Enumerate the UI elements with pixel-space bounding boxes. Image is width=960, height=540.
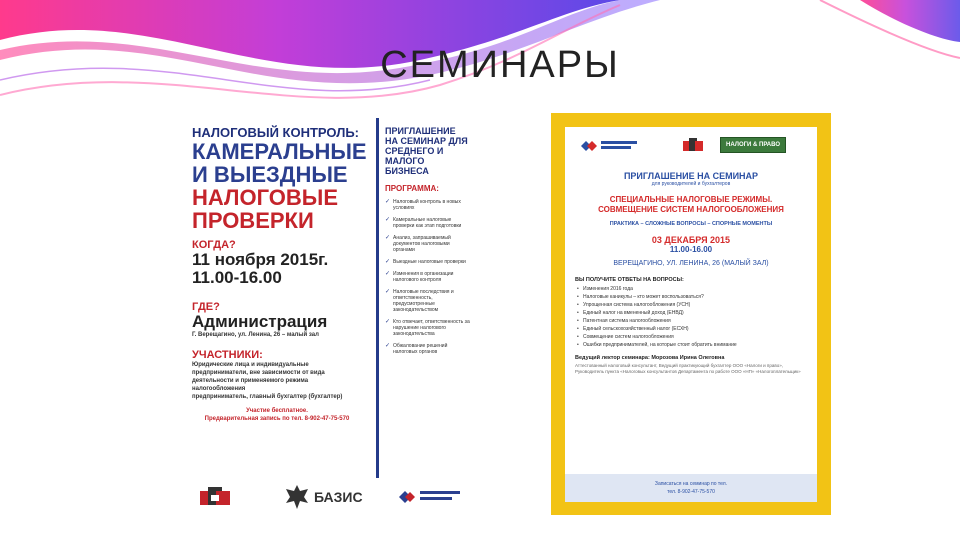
business-center-logo-icon (397, 489, 417, 505)
poster1-line5: ПРОВЕРКИ (192, 208, 314, 233)
poster2-title2: СОВМЕЩЕНИЕ СИСТЕМ НАЛОГООБЛОЖЕНИЯ (598, 205, 784, 214)
poster1-date: 11 ноября 2015г. (192, 250, 329, 269)
business-center-logo-icon (579, 139, 599, 153)
question-item: • Единый налог на вмененный доход (ЕНВД) (577, 309, 817, 317)
poster1-line3: И ВЫЕЗДНЫЕ (192, 162, 348, 187)
poster-special-tax (551, 113, 831, 515)
poster1-invite: ПРИГЛАШЕНИЕ НА СЕМИНАР ДЛЯ СРЕДНЕГО И МАЛОГО БИЗНЕСА (385, 126, 468, 176)
poster1-left-column (192, 125, 367, 423)
program-item: ✓ Налоговый контроль в новых условиях (385, 199, 470, 211)
poster1-right-column (385, 126, 470, 355)
poster2-questions-label: ВЫ ПОЛУЧИТЕ ОТВЕТЫ НА ВОПРОСЫ: (575, 277, 684, 283)
program-item: ✓ Кто отвечает, ответственность за нарушение налогового законодательства (385, 319, 470, 337)
poster2-footer-line2: тел. 8-902-47-75-570 (667, 489, 715, 495)
poster2-date: 03 ДЕКАБРЯ 2015 (651, 235, 731, 245)
poster1-program-label: ПРОГРАММА: (385, 184, 439, 193)
program-item: ✓ Выездные налоговые проверки (385, 259, 470, 265)
poster2-practice: ПРАКТИКА – СЛОЖНЫЕ ВОПРОСЫ – СПОРНЫЕ МОМЕНТЫ (609, 221, 773, 227)
poster1-line4: НАЛОГОВЫЕ (192, 185, 338, 210)
business-center-logo-text2 (420, 497, 452, 500)
poster1-divider (376, 118, 379, 478)
question-item: • Упрощенная система налогообложения (УСН) (577, 301, 817, 309)
poster-tax-control (172, 118, 472, 518)
poster1-free: Участие бесплатное. (246, 408, 308, 414)
poster1-when-label: КОГДА? (192, 239, 236, 251)
program-item: ✓ Налоговые последствия и ответственность, предусмотренные законодательством (385, 289, 470, 313)
poster2-logos (565, 127, 817, 161)
logo-line (601, 141, 637, 144)
question-item: • Единый сельскохозяйственный налог (ЕСХН) (577, 325, 817, 333)
question-item: • Совмещение систем налогообложения (577, 333, 817, 341)
question-item: • Изменения 2016 года (577, 285, 817, 293)
program-item: ✓ Камеральные налоговые проверки как этап подготовки (385, 217, 470, 229)
poster1-place: Администрация (192, 312, 328, 331)
business-center-logo-text (420, 491, 460, 494)
program-item: ✓ Изменения в организации налогового контроля (385, 271, 470, 283)
poster2-header: ПРИГЛАШЕНИЕ НА СЕМИНАР (623, 171, 759, 181)
poster1-where-label: ГДЕ? (192, 301, 220, 313)
tax-logo-icon (200, 485, 240, 509)
basis-logo-text: БАЗИС (314, 489, 363, 505)
logo-line (601, 146, 631, 149)
eagle-emblem-icon (284, 483, 310, 511)
poster2-place: ВЕРЕЩАГИНО, УЛ. ЛЕНИНА, 26 (МАЛЫЙ ЗАЛ) (613, 260, 769, 267)
poster2-time: 11.00-16.00 (669, 245, 713, 254)
poster2-inner (565, 127, 817, 502)
poster1-participants-text2: предприниматель, главный бухгалтер (бухгалтер) (192, 394, 343, 400)
poster1-participants-label: УЧАСТНИКИ: (192, 349, 263, 361)
question-item: • Ошибки предпринимателей, на которые стоит обратить внимание (577, 341, 783, 349)
poster1-line1: НАЛОГОВЫЙ КОНТРОЛЬ: (192, 125, 360, 140)
poster1-participants-text: Юридические лица и индивидуальные предприниматели, вне зависимости от вида деятельности и применяемого режима налогообложения (192, 362, 325, 392)
poster2-lecturer: Ведущий лектор семинара: Морозова Ирина Олеговна (575, 355, 725, 361)
program-item: ✓ Обжалование решений налоговых органов (385, 343, 470, 355)
tax-logo-icon (683, 137, 705, 153)
poster2-title1: СПЕЦИАЛЬНЫЕ НАЛОГОВЫЕ РЕЖИМЫ. (609, 195, 773, 204)
poster2-footer (565, 474, 817, 502)
question-item: • Патентная система налогообложения (577, 317, 817, 325)
poster1-contact: Предварительная запись по тел. 8-902-47-75-570 (204, 416, 350, 422)
poster2-subheader: для руководителей и бухгалтеров (651, 181, 731, 187)
poster1-logos (192, 483, 472, 513)
poster1-line2: КАМЕРАЛЬНЫЕ (192, 139, 367, 164)
poster2-footer-line1: Записаться на семинар по тел. (654, 481, 728, 487)
poster2-lecturer-desc: Аттестованный налоговый консультант, Ведущий практикующий бухгалтер ООО «Налоги и право», Руководитель пункта «Налоговых консультантов Департамента по работе ООО «НП» «Налогоплательщик» (575, 363, 801, 374)
program-item: ✓ Анализ, запрашиваемый документов налоговыми органами (385, 235, 470, 253)
slide-title: СЕМИНАРЫ (380, 44, 620, 86)
poster1-address: Г. Верещагино, ул. Ленина, 26 – малый зал (192, 332, 319, 338)
poster1-time: 11.00-16.00 (192, 268, 282, 287)
law-logo-badge: НАЛОГИ & ПРАВО (720, 137, 786, 153)
question-item: • Налоговые каникулы – кто может воспользоваться? (577, 293, 817, 301)
